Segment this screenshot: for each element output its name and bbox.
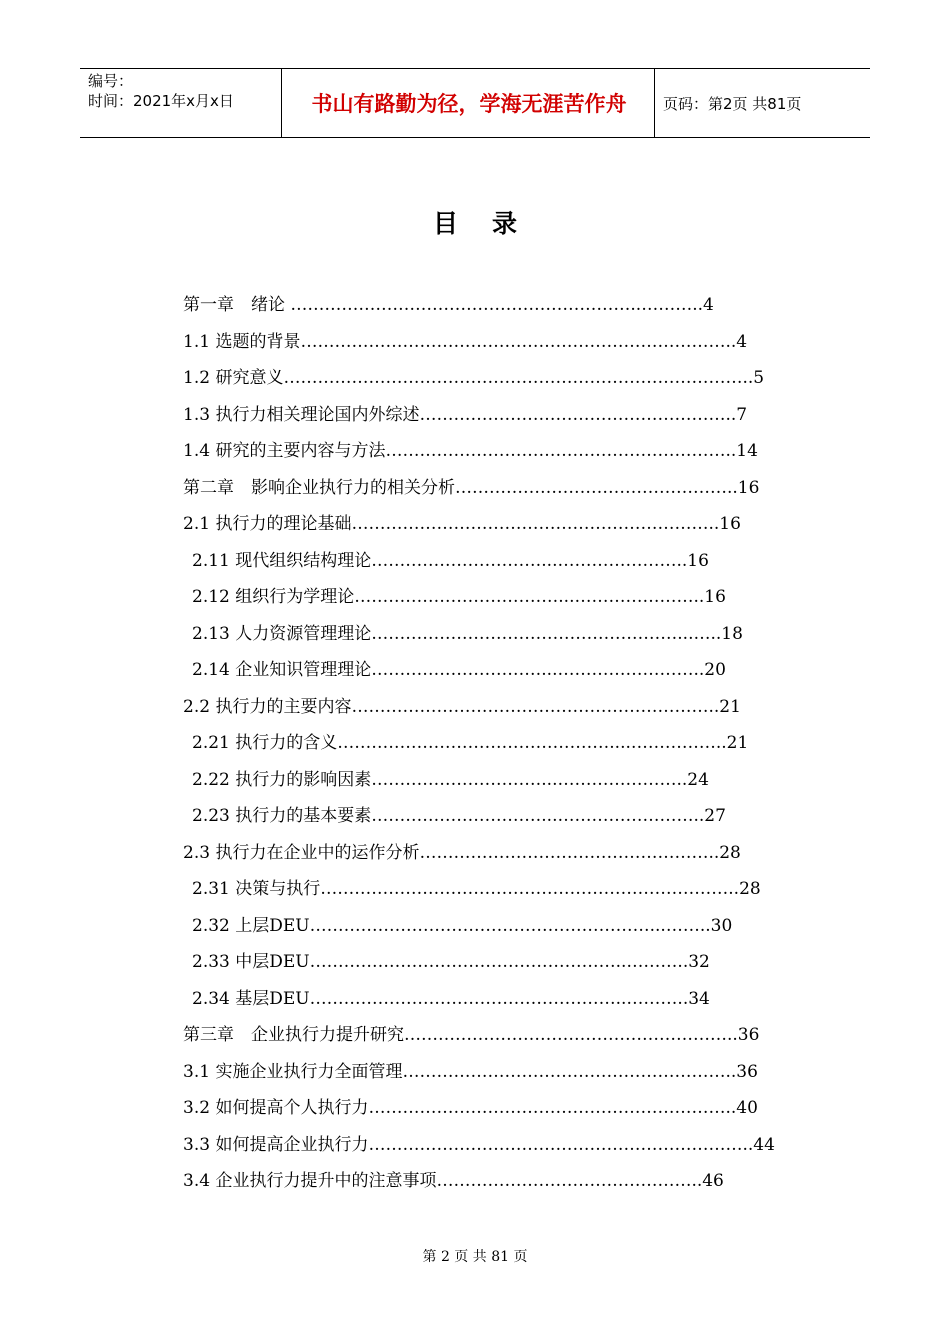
toc-entry[interactable]: 2.3 执行力在企业中的运作分析……………………………………………..28 xyxy=(183,842,741,863)
toc-entry[interactable]: 2.1 执行力的理论基础………………………………………………………..16 xyxy=(183,514,741,534)
toc-entry[interactable]: 2.13 人力资源管理理论………………………………………………...…..18 xyxy=(192,623,743,644)
toc-entry[interactable]: 2.14 企业知识管理理论…………………………...……………………..20 xyxy=(192,660,726,680)
toc-entry[interactable]: 2.23 执行力的基本要素…………………………...……………………..27 xyxy=(192,806,726,826)
header-time: 时间：2021年x月x日 xyxy=(88,92,234,110)
toc-entry[interactable]: 第二章 影响企业执行力的相关分析…………………………………………..16 xyxy=(183,477,760,498)
header-slogan: 书山有路勤为径，学海无涯苦作舟 xyxy=(311,92,627,116)
page-footer: 第 2 页 共 81 页 xyxy=(422,1249,528,1265)
page-header xyxy=(80,68,870,138)
toc-entry[interactable]: 第一章 绪论 ……………………………………………………..………..4 xyxy=(183,295,714,315)
toc-entry[interactable]: 1.1 选题的背景…………………………………………………………………..4 xyxy=(183,331,748,352)
toc-entry[interactable]: 3.2 如何提高个人执行力………………………………………………………..40 xyxy=(183,1098,758,1118)
header-number: 编号： xyxy=(88,72,134,90)
page-title: 目录 xyxy=(432,209,551,238)
toc-entry[interactable]: 2.12 组织行为学理论………………………………...…………………..16 xyxy=(192,587,726,607)
toc-entry[interactable]: 2.22 执行力的影响因素…………………………...…………………..24 xyxy=(192,769,709,790)
header-meta xyxy=(88,71,234,111)
toc-entry[interactable]: 2.34 基层DEU………………………………………………..………..34 xyxy=(192,988,710,1009)
toc-entry[interactable]: 1.2 研究意义………………………………………………………………………..5 xyxy=(183,368,765,388)
toc-entry[interactable]: 1.3 执行力相关理论国内外综述………………………………………………..7 xyxy=(183,404,748,425)
toc-entry[interactable]: 2.31 决策与执行………………………………………………………………..28 xyxy=(192,879,761,899)
toc-entry[interactable]: 3.1 实施企业执行力全面管理…………………………………………………..36 xyxy=(183,1061,758,1082)
toc-entry[interactable]: 第三章 企业执行力提升研究…………………………………………………..36 xyxy=(183,1025,760,1045)
toc-entry[interactable]: 2.2 执行力的主要内容………………………………………………………..21 xyxy=(183,696,741,717)
toc-entry[interactable]: 3.3 如何提高企业执行力…………………………………………………………..44 xyxy=(183,1134,775,1155)
header-page-info: 页码：第2页 共81页 xyxy=(663,95,802,113)
toc-entry[interactable]: 2.21 执行力的含义…………………………………………....……………..21 xyxy=(192,733,749,753)
toc-entry[interactable]: 2.33 中层DEU………………………………………………..………..32 xyxy=(192,952,710,972)
toc-entry[interactable]: 3.4 企业执行力提升中的注意事项………………………………………..46 xyxy=(183,1171,724,1191)
toc-entry[interactable]: 2.11 现代组织结构理论…………………………...…………………..16 xyxy=(192,550,709,571)
header-divider xyxy=(281,69,282,137)
toc-entry[interactable]: 1.4 研究的主要内容与方法……………………………………………………..14 xyxy=(183,441,758,461)
toc-entry[interactable]: 2.32 上层DEU……………………………………………………...……..30 xyxy=(192,915,733,936)
